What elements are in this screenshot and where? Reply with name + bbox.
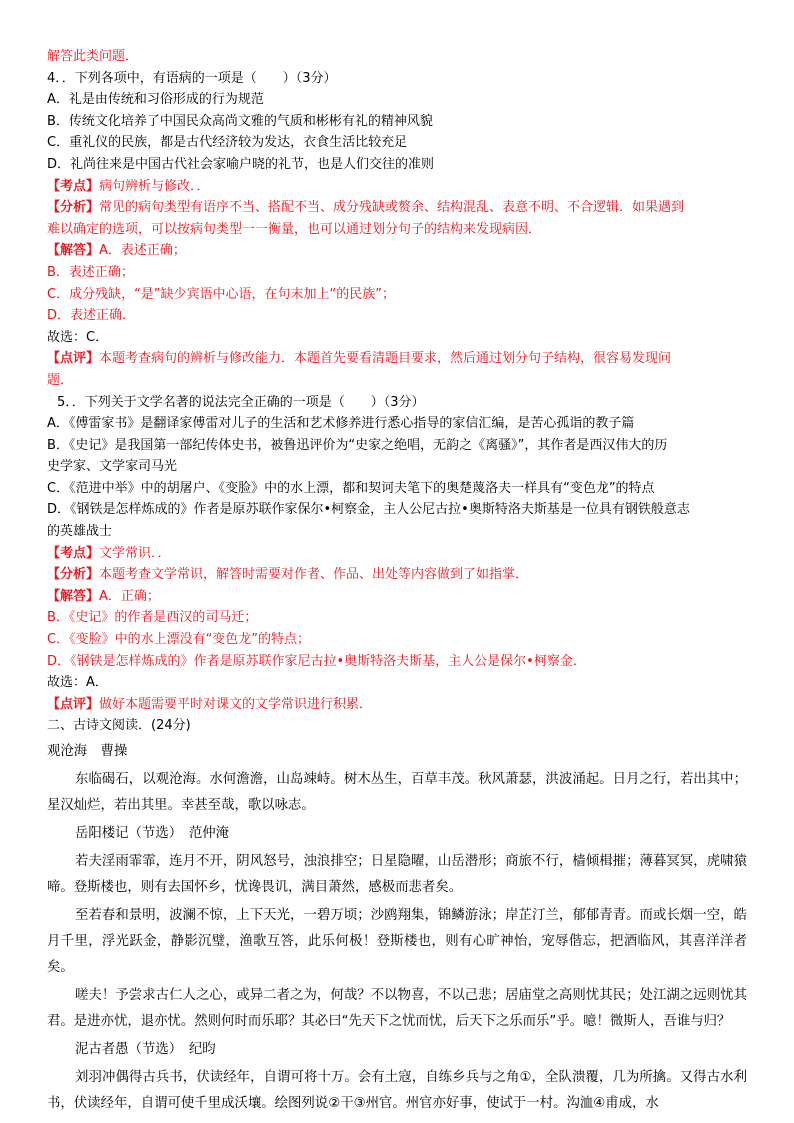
q5-jieda-c: C．《变脸》中的水上漂没有“变色龙”的特点；	[47, 632, 311, 648]
q5-kaodian-text: 文学常识．．	[99, 545, 171, 561]
q4-fenxi-text-1: 常见的病句类型有语序不当、搭配不当、成分残缺或赘余、结构混乱、表意不明、不合逻辑．如果遇到	[99, 200, 685, 216]
document-page	[47, 46, 747, 1119]
nigu-text: 刘羽冲偶得古兵书，伏读经年，自谓可将十万。会有土寇，自练乡兵与之角①，全队溃覆，几为所擒。又得古水利书，伏读经年，自谓可使千里成沃壤。绘图列说②干③州官。州官亦好事，使试于一村。沟洫④甫成，水	[47, 1070, 747, 1111]
q5-dianping	[47, 694, 747, 716]
q5-option-b-1: B．《史记》是我国第一部纪传体史书，被鲁迅评价为“史家之绝唱，无韵之《离骚》”，其作者是西汉伟大的历	[47, 437, 668, 453]
q5-fenxi-text: 本题考查文学常识，解答时需要对作者、作品、出处等内容做到了如指掌．	[99, 567, 529, 583]
q5-jieda-tag: 【解答】	[47, 588, 100, 604]
q4-jieda-c: C．成分残缺，“是”缺少宾语中心语，在句末加上“的民族”；	[47, 286, 396, 302]
nigu-title: 泥古者愚（节选） 纪昀	[75, 1042, 216, 1057]
yueyang-paragraph-1: 若夫淫雨霏霏，连月不开，阴风怒号，浊浪排空；日星隐曜，山岳潜形；商旅不行，樯倾楫摧；薄暮冥冥，虎啸猿啼。登斯楼也，则有去国怀乡，忧谗畏讥，满目萧然，感极而悲者矣。	[47, 854, 747, 895]
q4-jieda-tag: 【解答】	[47, 243, 100, 259]
q4-option-a: A．礼是由传统和习俗形成的行为规范	[47, 92, 264, 108]
q5-option-b-2: 史学家、文学家司马光	[47, 459, 178, 475]
q4-jieda	[47, 240, 747, 262]
q5-jieda	[47, 586, 747, 608]
yueyang-paragraph-2: 至若春和景明，波澜不惊，上下天光，一碧万顷；沙鸥翔集，锦鳞游泳；岸芷汀兰，郁郁青青。而或长烟一空，皓月千里，浮光跃金，静影沉璧，渔歌互答，此乐何极！登斯楼也，则有心旷神怡，宠辱偕忘，把酒临风，其喜洋洋者矣。	[47, 908, 747, 975]
q4-jieda-d: D．表述正确．	[47, 308, 136, 324]
q4-dianping-tag: 【点评】	[47, 351, 100, 367]
q4-guxuan: 故选：C．	[47, 329, 109, 345]
section2-heading: 二、古诗文阅读．(24分)	[47, 718, 191, 734]
q4-dianping-text-1: 本题考查病句的辨析与修改能力．本题首先要看清题目要求，然后通过划分句子结构，很容易发现问	[99, 351, 672, 367]
q4-kaodian-text: 病句辨析与修改．．	[99, 178, 210, 194]
q5-option-a: A．《傅雷家书》是翻译家傅雷对儿子的生活和艺术修养进行悉心指导的家信汇编，是苦心孤诣的教子篇	[47, 416, 635, 432]
q4-jieda-b: B．表述正确；	[47, 264, 134, 280]
q4-fenxi-tag: 【分析】	[47, 200, 100, 216]
q5-jieda-b: B．《史记》的作者是西汉的司马迁；	[47, 610, 258, 626]
q4-dianping-text-2: 题．	[47, 372, 74, 388]
yueyang-title: 岳阳楼记（节选） 范仲淹	[75, 826, 229, 841]
q5-option-d-2: 的英雄战士	[47, 524, 113, 540]
answer-tail: 解答此类问题．	[47, 49, 139, 64]
q4-fenxi-text-2: 难以确定的选项，可以按病句类型一一衡量，也可以通过划分句子的结构来发现病因．	[47, 221, 542, 237]
q4-stem: 4．．下列各项中，有语病的一项是（ ）（3分）	[47, 70, 337, 86]
guancanghai-title: 观沧海 曹操	[47, 744, 128, 759]
q5-option-c: C．《范进中举》中的胡屠户、《变脸》中的水上漂，都和契诃夫笔下的奥楚蔑洛夫一样具有“变色龙”的特点	[47, 480, 655, 496]
q5-fenxi-tag: 【分析】	[47, 567, 100, 583]
q5-dianping-text: 做好本题需要平时对课文的文学常识进行积累．	[99, 696, 373, 712]
q5-option-d-1: D．《钢铁是怎样炼成的》作者是原苏联作家保尔•柯察金，主人公尼古拉•奥斯特洛夫斯基是一位具有钢铁般意志	[47, 502, 690, 518]
q5-dianping-tag: 【点评】	[47, 696, 100, 712]
q5-jieda-a: A．正确；	[99, 588, 160, 604]
q5-kaodian-tag: 【考点】	[47, 545, 100, 561]
q5-fenxi	[47, 564, 747, 586]
q4-option-c: C．重礼仪的民族，都是古代经济较为发达，衣食生活比较充足	[47, 135, 408, 151]
yueyang-paragraph-3: 嗟夫！予尝求古仁人之心，或异二者之为，何哉？不以物喜，不以己悲；居庙堂之高则忧其民；处江湖之远则忧其君。是进亦忧，退亦忧。然则何时而乐耶？其必曰“先天下之忧而忧，后天下之乐而乐”乎。噫！微斯人，吾谁与归？	[47, 988, 747, 1029]
q4-option-b: B．传统文化培养了中国民众高尚文雅的气质和彬彬有礼的精神风貌	[47, 113, 433, 129]
q5-kaodian	[47, 543, 747, 565]
q5-guxuan: 故选：A．	[47, 675, 108, 691]
q5-stem: 5．．下列关于文学名著的说法完全正确的一项是（ ）（3分）	[57, 394, 425, 410]
q4-jieda-a: A．表述正确；	[99, 243, 186, 259]
guancanghai-text: 东临碣石，以观沧海。水何澹澹，山岛竦峙。树木丛生，百草丰茂。秋风萧瑟，洪波涌起。日月之行，若出其中；星汉灿烂，若出其里。幸甚至哉，歌以咏志。	[47, 772, 747, 813]
q4-dianping	[47, 348, 747, 370]
q4-option-d: D．礼尚往来是中国古代社会家喻户晓的礼节，也是人们交往的准则	[47, 156, 435, 172]
q4-kaodian-tag: 【考点】	[47, 178, 100, 194]
q5-jieda-d: D．《钢铁是怎样炼成的》作者是原苏联作家尼古拉•奥斯特洛夫斯基，主人公是保尔•柯察金．	[47, 653, 586, 669]
q4-kaodian	[47, 176, 747, 198]
q4-fenxi	[47, 197, 747, 219]
